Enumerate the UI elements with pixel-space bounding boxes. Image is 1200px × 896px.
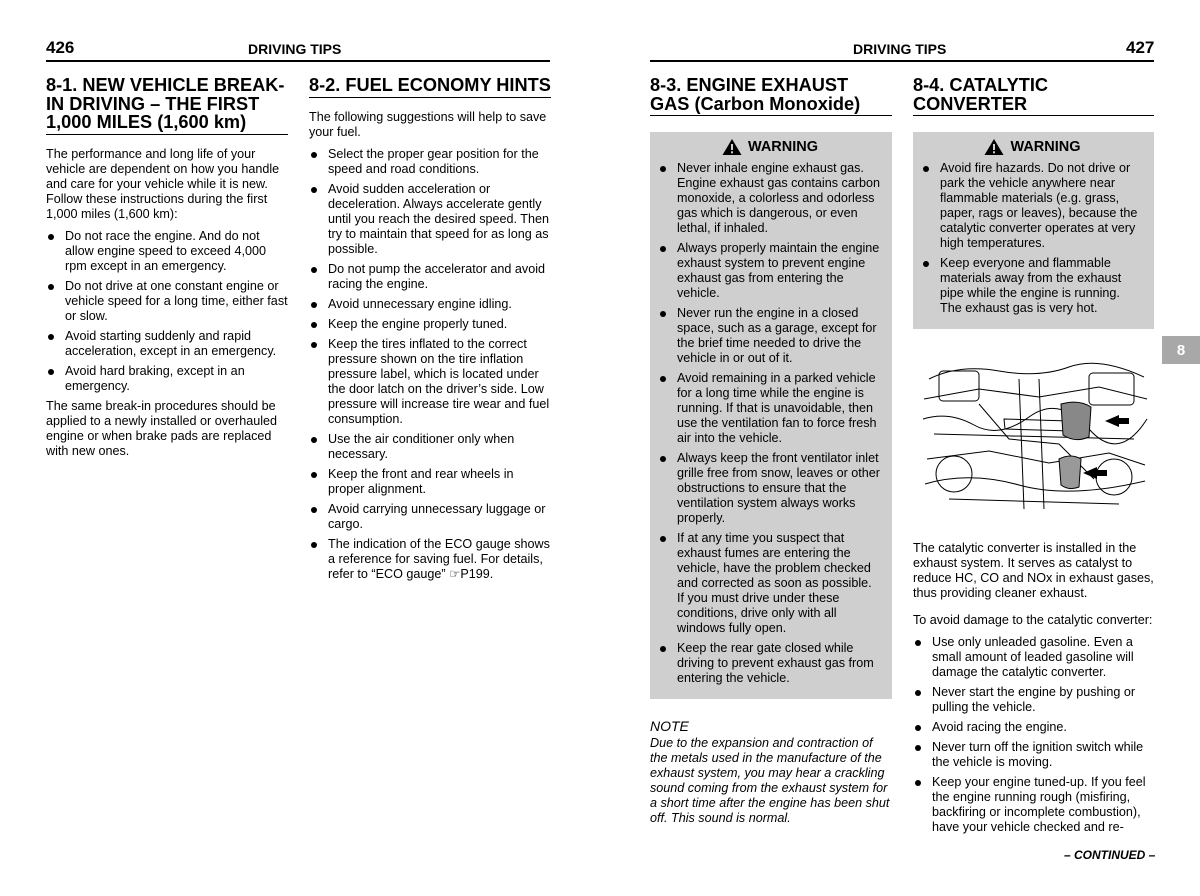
section-8-1-intro: The performance and long life of your vehicle are dependent on how you handle and care for your vehicle while it is new. Follow these instructions during the first 1,000 miles (1,600 km): bbox=[46, 146, 280, 221]
catalytic-converter-illustration bbox=[919, 359, 1149, 517]
section-8-1-title: 8-1. NEW VEHICLE BREAK-IN DRIVING – THE FIRST 1,000 MILES (1,600 km) bbox=[46, 76, 288, 135]
list-item: Avoid racing the engine. bbox=[913, 720, 1154, 735]
list-item: Avoid sudden acceleration or deceleration. Always accelerate gently until you reach the desired speed. Then try to maintain that speed for as long as possible. bbox=[309, 182, 551, 257]
list-item: Always properly maintain the engine exhaust system to prevent engine exhaust gas from entering the vehicle. bbox=[658, 241, 882, 301]
catalytic-avoid-list bbox=[913, 635, 1154, 835]
warning-triangle-icon bbox=[722, 138, 742, 156]
warning-heading bbox=[658, 132, 882, 161]
page-number-right: 427 bbox=[1126, 38, 1155, 57]
section-8-2-intro: The following suggestions will help to save your fuel. bbox=[309, 109, 547, 139]
list-item: Never start the engine by pushing or pulling the vehicle. bbox=[913, 685, 1154, 715]
warning-list-catalytic bbox=[921, 161, 1144, 316]
list-item: Do not race the engine. And do not allow engine speed to exceed 4,000 rpm except in an emergency. bbox=[46, 229, 288, 274]
section-8-1-outro: The same break-in procedures should be applied to a newly installed or overhauled engine or when brake pads are replaced with new ones. bbox=[46, 398, 278, 458]
section-8-3 bbox=[650, 76, 892, 826]
section-8-2-title: 8-2. FUEL ECONOMY HINTS bbox=[309, 76, 551, 98]
list-item: Avoid fire hazards. Do not drive or park the vehicle anywhere near flammable materials (e.g. grass, paper, rags or leaves), because the catalytic converter operates at very high temperatures. bbox=[921, 161, 1144, 251]
section-8-1-list bbox=[46, 229, 288, 394]
list-item: Keep the front and rear wheels in proper alignment. bbox=[309, 467, 551, 497]
section-8-2-list bbox=[309, 147, 551, 582]
warning-triangle-icon bbox=[984, 138, 1004, 156]
warning-heading bbox=[921, 132, 1144, 161]
list-item: Avoid unnecessary engine idling. bbox=[309, 297, 551, 312]
list-item: If at any time you suspect that exhaust fumes are entering the vehicle, have the problem checked and corrected as soon as possible. If you must drive under these conditions, drive only with all windows fully open. bbox=[658, 531, 882, 636]
warning-label: WARNING bbox=[747, 138, 819, 155]
continued-marker: – CONTINUED – bbox=[1064, 848, 1156, 862]
warning-list-exhaust bbox=[658, 161, 882, 686]
list-item: Do not drive at one constant engine or vehicle speed for a long time, either fast or slow. bbox=[46, 279, 288, 324]
list-item: Keep everyone and flammable materials away from the exhaust pipe while the engine is running. The exhaust gas is very hot. bbox=[921, 256, 1144, 316]
list-item: Never run the engine in a closed space, such as a garage, except for the brief time needed to drive the vehicle in or out of it. bbox=[658, 306, 882, 366]
catalytic-avoid-intro: To avoid damage to the catalytic converter: bbox=[913, 613, 1153, 628]
section-8-1 bbox=[46, 76, 288, 466]
list-item: Use the air conditioner only when necessary. bbox=[309, 432, 551, 462]
warning-box-exhaust bbox=[650, 132, 892, 699]
list-item: Avoid starting suddenly and rapid acceleration, except in an emergency. bbox=[46, 329, 288, 359]
header-rule-right bbox=[650, 60, 1154, 62]
list-item: Keep the tires inflated to the correct pressure shown on the tire inflation pressure label, which is located under the door latch on the driver’s side. Low pressure will increase tire wear and fuel consumption. bbox=[309, 337, 551, 427]
list-item: Keep the rear gate closed while driving to prevent exhaust gas from entering the vehicle. bbox=[658, 641, 882, 686]
note-body: Due to the expansion and contraction of the metals used in the manufacture of the exhaust system, you may hear a crackling sound coming from the exhaust system for a short time after the engine has been shut off. This sound is normal. bbox=[650, 736, 890, 826]
list-item: Avoid carrying unnecessary luggage or cargo. bbox=[309, 502, 551, 532]
list-item: Keep the engine properly tuned. bbox=[309, 317, 551, 332]
list-item: Never inhale engine exhaust gas. Engine exhaust gas contains carbon monoxide, a colorless and odorless gas which is dangerous, or even lethal, if inhaled. bbox=[658, 161, 882, 236]
note-block bbox=[650, 719, 892, 826]
list-item: Select the proper gear position for the speed and road conditions. bbox=[309, 147, 551, 177]
running-head-left: DRIVING TIPS bbox=[248, 41, 342, 57]
list-item: Use only unleaded gasoline. Even a small amount of leaded gasoline will damage the catalytic converter. bbox=[913, 635, 1154, 680]
note-title: NOTE bbox=[650, 718, 689, 735]
header-rule-left bbox=[46, 60, 550, 62]
running-head-right: DRIVING TIPS bbox=[853, 41, 947, 57]
list-item: Do not pump the accelerator and avoid racing the engine. bbox=[309, 262, 551, 292]
section-8-2 bbox=[309, 76, 551, 587]
section-8-4 bbox=[913, 76, 1154, 840]
page-number-left: 426 bbox=[46, 38, 75, 57]
catalytic-description: The catalytic converter is installed in the exhaust system. It serves as catalyst to reduce HC, CO and NOx in exhaust gases, thus providing cleaner exhaust. bbox=[913, 541, 1154, 601]
section-8-4-title: 8-4. CATALYTIC CONVERTER bbox=[913, 76, 1154, 116]
list-item: Keep your engine tuned-up. If you feel the engine running rough (misfiring, backfiring or incomplete combustion), have your vehicle checked and re- bbox=[913, 775, 1154, 835]
list-item: Avoid hard braking, except in an emergency. bbox=[46, 364, 288, 394]
list-item: Avoid remaining in a parked vehicle for a long time while the engine is running. If that is unavoidable, then use the ventilation fan to force fresh air into the vehicle. bbox=[658, 371, 882, 446]
section-8-3-title: 8-3. ENGINE EXHAUST GAS (Carbon Monoxide) bbox=[650, 76, 892, 116]
warning-label: WARNING bbox=[1010, 138, 1081, 155]
list-item: Always keep the front ventilator inlet grille free from snow, leaves or other obstructions to ensure that the ventilation system always works properly. bbox=[658, 451, 882, 526]
list-item: Never turn off the ignition switch while the vehicle is moving. bbox=[913, 740, 1154, 770]
list-item: The indication of the ECO gauge shows a reference for saving fuel. For details, refer to “ECO gauge” ☞P199. bbox=[309, 537, 551, 582]
warning-box-catalytic bbox=[913, 132, 1154, 329]
chapter-tab: 8 bbox=[1162, 336, 1200, 364]
